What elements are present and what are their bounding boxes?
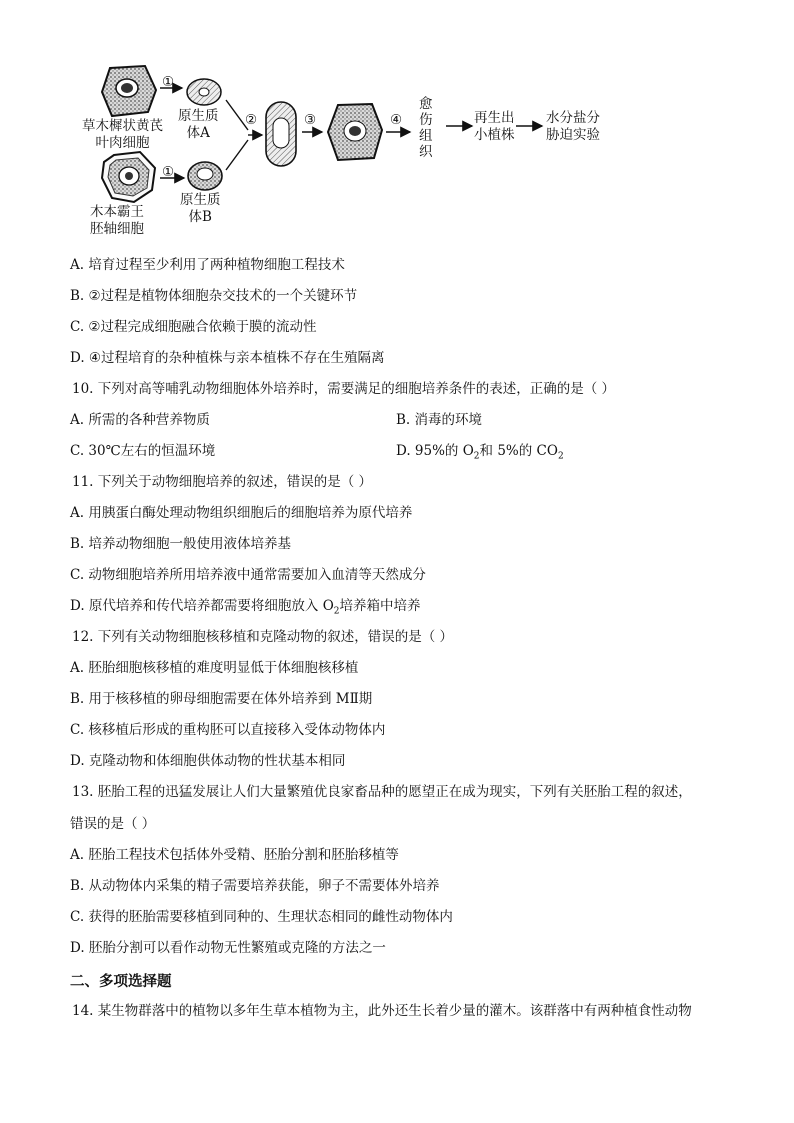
q9-option-b: B. ②过程是植物体细胞杂交技术的一个关键环节	[70, 288, 358, 304]
section-title-multiple-choice: 二、多项选择题	[70, 974, 172, 990]
q11-option-d: D. 原代培养和传代培养都需要将细胞放入 $O_2$培养箱中培养	[70, 598, 421, 617]
hybrid-cell-icon	[328, 104, 382, 160]
q11-option-a: A. 用胰蛋白酶处理动物组织细胞后的细胞培养为原代培养	[70, 505, 413, 521]
q13-option-a: A. 胚胎工程技术包括体外受精、胚胎分割和胚胎移植等	[70, 847, 399, 863]
stress-experiment-label: 水分盐分 胁迫实验	[546, 110, 600, 143]
step1-bottom-label: ①	[162, 164, 175, 180]
q10-option-a: A. 所需的各种营养物质	[70, 412, 210, 428]
q11-option-b: B. 培养动物细胞一般使用液体培养基	[70, 536, 292, 552]
q12-option-a: A. 胚胎细胞核移植的难度明显低于体细胞核移植	[70, 660, 359, 676]
mesophyll-cell-icon	[102, 66, 156, 116]
regenerated-plantlet-label: 再生出 小植株	[474, 110, 515, 143]
step3-label: ③	[304, 112, 317, 128]
q13-stem-line2: 错误的是（ ）	[70, 816, 156, 832]
merge-line-b	[226, 140, 248, 170]
step4-label: ④	[390, 112, 403, 128]
embryonic-axis-cell-icon	[102, 152, 155, 202]
protoplast-a-icon	[187, 79, 221, 105]
protoplast-a-label: 原生质 体A	[178, 108, 219, 141]
q12-option-c: C. 核移植后形成的重构胚可以直接移入受体动物体内	[70, 722, 386, 738]
q11-stem: 11. 下列关于动物细胞培养的叙述，错误的是（ ）	[72, 474, 373, 490]
q10-stem: 10. 下列对高等哺乳动物细胞体外培养时，需要满足的细胞培养条件的表述，正确的是（ ）	[72, 381, 616, 397]
q14-stem: 14. 某生物群落中的植物以多年生草本植物为主，此外还生长着少量的灌木。该群落中有两种植食性动物	[72, 1003, 692, 1019]
diagram-graphics	[70, 60, 630, 250]
protoplast-b-label: 原生质 体B	[180, 192, 221, 225]
callus-label: 愈 伤 组 织	[419, 96, 433, 160]
q9-option-d: D. ④过程培育的杂种植株与亲本植株不存在生殖隔离	[70, 350, 385, 366]
fused-cell-icon	[266, 102, 296, 166]
embryonic-axis-cell-label: 木本霸王 胚轴细胞	[90, 204, 144, 237]
q11-option-c: C. 动物细胞培养所用培养液中通常需要加入血清等天然成分	[70, 567, 426, 583]
q13-option-d: D. 胚胎分割可以看作动物无性繁殖或克隆的方法之一	[70, 940, 386, 956]
protoplast-b-icon	[188, 162, 222, 190]
q12-option-b: B. 用于核移植的卵母细胞需要在体外培养到 MⅡ期	[70, 691, 373, 707]
q10-option-b: B. 消毒的环境	[396, 412, 483, 428]
q9-option-a: A. 培育过程至少利用了两种植物细胞工程技术	[70, 257, 345, 273]
q9-option-c: C. ②过程完成细胞融合依赖于膜的流动性	[70, 319, 317, 335]
q13-option-c: C. 获得的胚胎需要移植到同种的、生理状态相同的雌性动物体内	[70, 909, 453, 925]
step1-top-label: ①	[162, 74, 175, 90]
q10-option-c: C. 30℃左右的恒温环境	[70, 443, 216, 459]
q10-option-d: D. 95%的 $O_2$和 5%的 $CO_2$	[396, 443, 564, 462]
q13-option-b: B. 从动物体内采集的精子需要培养获能，卵子不需要体外培养	[70, 878, 440, 894]
q12-stem: 12. 下列有关动物细胞核移植和克隆动物的叙述，错误的是（ ）	[72, 629, 454, 645]
mesophyll-cell-label: 草木樨状黄芪 叶肉细胞	[82, 118, 163, 151]
step2-label: ②	[245, 112, 258, 128]
cell-engineering-diagram	[70, 60, 630, 250]
q12-option-d: D. 克隆动物和体细胞供体动物的性状基本相同	[70, 753, 346, 769]
q13-stem-line1: 13. 胚胎工程的迅猛发展让人们大量繁殖优良家畜品种的愿望正在成为现实，下列有关胚胎工程的叙述，	[72, 784, 692, 800]
